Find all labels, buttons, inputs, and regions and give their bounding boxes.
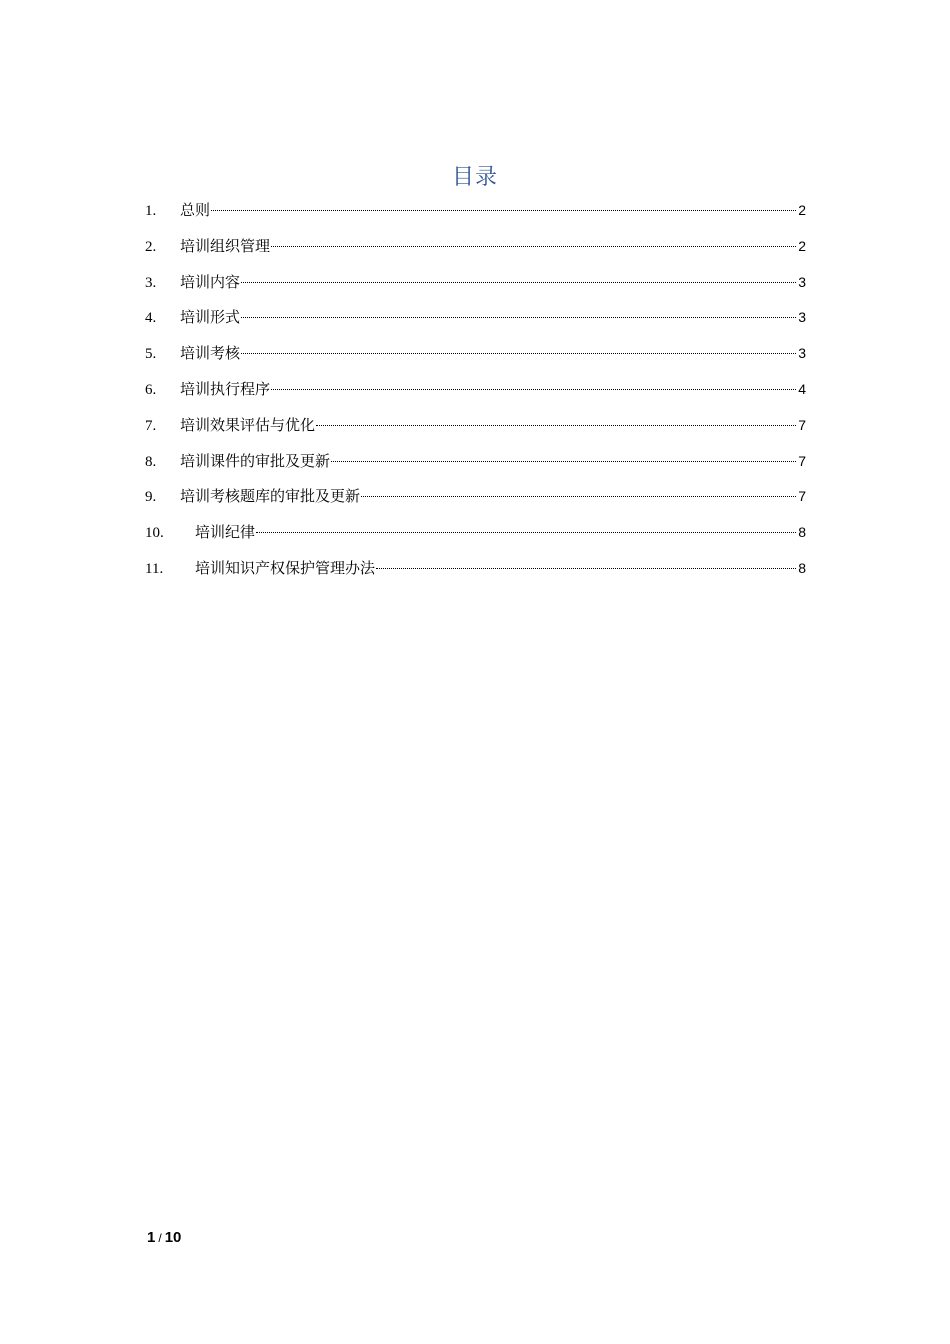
toc-entry-title: 培训内容 [180, 272, 241, 291]
toc-entry-title: 培训形式 [180, 308, 241, 327]
toc-entry-title: 培训考核题库的审批及更新 [180, 487, 361, 506]
toc-entry[interactable] [145, 411, 806, 447]
toc-entry-page: 7 [798, 488, 806, 505]
table-of-contents [145, 196, 806, 590]
toc-entry[interactable] [145, 339, 806, 375]
toc-entry-title: 培训执行程序 [180, 379, 271, 398]
toc-entry[interactable] [145, 196, 806, 232]
toc-entry[interactable] [145, 268, 806, 304]
toc-entry-page: 3 [798, 309, 806, 326]
page-number-footer [147, 1229, 181, 1246]
toc-entry-number: 2. [145, 238, 157, 255]
toc-entry[interactable] [145, 375, 806, 411]
toc-entry-title: 总则 [180, 201, 211, 219]
toc-entry-page: 3 [798, 345, 806, 362]
toc-entry-number: 10. [145, 525, 164, 542]
page-separator: / [158, 1231, 162, 1245]
toc-entry-title: 培训效果评估与优化 [180, 415, 316, 434]
toc-dot-leader [361, 496, 796, 497]
total-pages-number: 10 [164, 1229, 182, 1246]
toc-entry[interactable] [145, 482, 806, 518]
toc-entry-number: 3. [145, 274, 157, 291]
toc-dot-leader [316, 425, 796, 426]
toc-entry-number: 9. [145, 489, 157, 506]
toc-dot-leader [241, 282, 796, 283]
toc-entry-page: 2 [798, 202, 806, 218]
toc-entry-title: 培训纪律 [195, 523, 256, 542]
toc-entry-title: 培训考核 [180, 344, 241, 363]
toc-entry[interactable] [145, 303, 806, 339]
toc-entry[interactable] [145, 518, 806, 554]
toc-dot-leader [241, 353, 796, 354]
toc-entry-number: 5. [145, 346, 157, 363]
toc-entry-page: 4 [798, 380, 806, 397]
toc-entry-page: 7 [798, 416, 806, 433]
toc-entry-page: 2 [798, 237, 806, 254]
toc-dot-leader [256, 532, 796, 533]
current-page-number: 1 [147, 1229, 156, 1246]
toc-title: 目录 [451, 165, 498, 190]
toc-entry-number: 7. [145, 417, 157, 434]
toc-entry[interactable] [145, 232, 806, 268]
toc-entry[interactable] [145, 554, 806, 590]
toc-entry-page: 3 [798, 273, 806, 290]
toc-dot-leader [211, 210, 796, 211]
toc-entry-title: 培训知识产权保护管理办法 [195, 558, 376, 577]
toc-entry-number: 6. [145, 381, 157, 398]
toc-entry-title: 培训课件的审批及更新 [180, 451, 331, 470]
toc-entry-number: 8. [145, 453, 157, 470]
toc-entry-number: 1. [145, 203, 157, 219]
toc-entry-title: 培训组织管理 [180, 236, 271, 255]
toc-entry-number: 11. [145, 560, 164, 577]
toc-dot-leader [271, 246, 796, 247]
toc-entry-number: 4. [145, 310, 157, 327]
toc-dot-leader [376, 568, 796, 569]
toc-dot-leader [271, 389, 796, 390]
toc-dot-leader [241, 317, 796, 318]
toc-entry-page: 7 [798, 452, 806, 469]
toc-entry[interactable] [145, 447, 806, 483]
toc-entry-page: 8 [798, 559, 806, 576]
toc-dot-leader [331, 461, 796, 462]
toc-entry-page: 8 [798, 524, 806, 541]
